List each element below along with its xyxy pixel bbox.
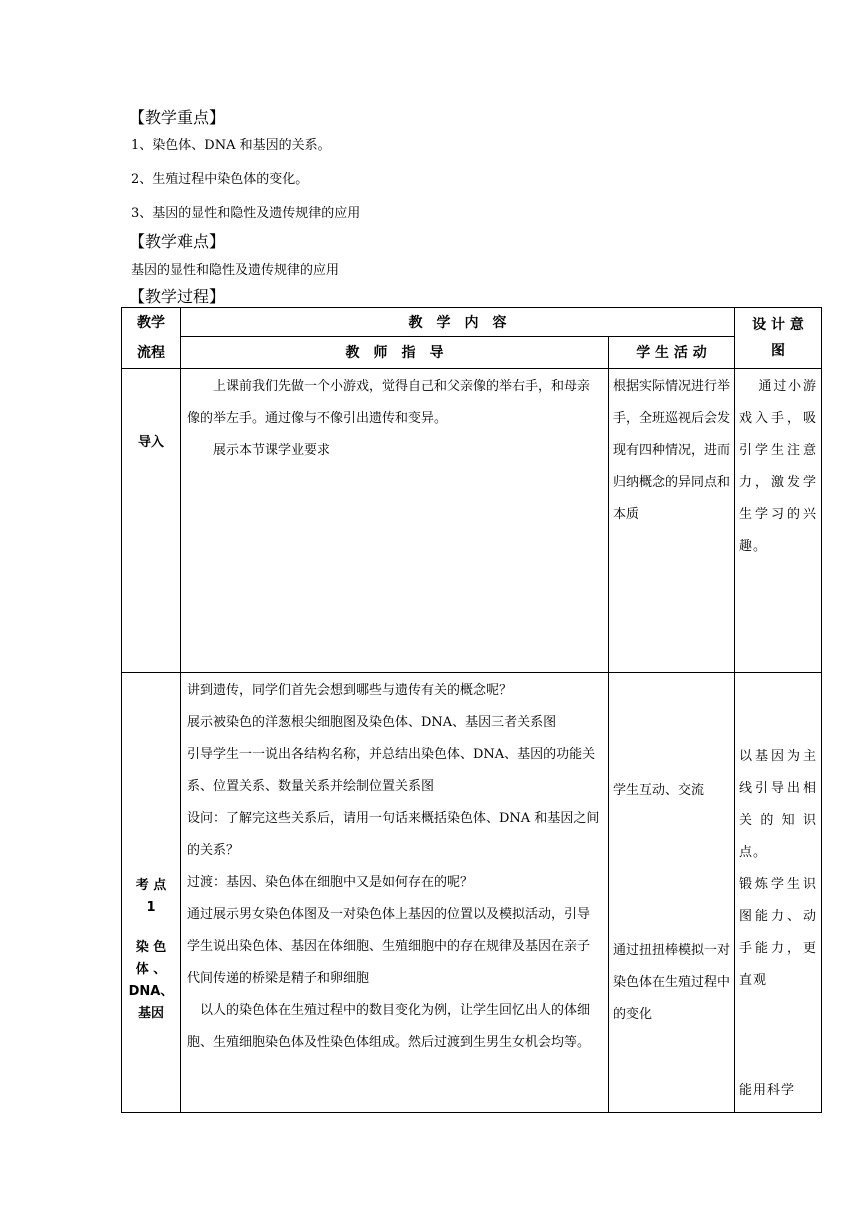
- teacher-paragraph: 展示本节课学业要求: [213, 443, 331, 458]
- stage-label: 1: [146, 900, 156, 915]
- stage-label: 体 、: [135, 962, 167, 977]
- header-flow-line: 流程: [137, 345, 165, 361]
- difficulty-text: 基因的显性和隐性及遗传规律的应用: [131, 263, 340, 278]
- student-cell: [609, 369, 735, 673]
- process-heading: 【教学过程】: [129, 287, 226, 306]
- teacher-paragraph: 讲到遗传，同学们首先会想到哪些与遗传有关的概念呢？: [187, 683, 513, 698]
- header-flow-line: 教学: [137, 315, 165, 331]
- header-design-line: 图: [771, 343, 785, 359]
- design-cell: [735, 673, 822, 1113]
- teacher-paragraph: 引导学生一一说出各结构名称，并总结出染色体、DNA、基因的功能关系、位置关系、数量关系并绘制位置关系图: [187, 747, 596, 794]
- focus-item: 3、基因的显性和隐性及遗传规律的应用: [131, 206, 361, 221]
- teacher-paragraph: 以人的染色体在生殖过程中的数目变化为例，让学生回忆出人的体细胞、生殖细胞染色体及性染色体组成。然后过渡到生男生女机会均等。: [187, 1003, 591, 1050]
- header-content: 教 学 内 容: [181, 308, 735, 337]
- header-design-line: 设 计 意: [752, 317, 804, 333]
- design-paragraph: 能用科学: [739, 1083, 796, 1098]
- teacher-cell: [181, 673, 609, 1113]
- design-paragraph: 以基因为主线引导出相关的知识点。: [739, 749, 817, 860]
- design-cell: [735, 369, 822, 673]
- stage-label: [122, 919, 180, 937]
- difficulty-heading: 【教学难点】: [129, 232, 226, 251]
- stage-label: 染 色: [135, 940, 167, 955]
- focus-item: 1、染色体、DNA 和基因的关系。: [131, 138, 331, 153]
- teacher-paragraph: 过渡：基因、染色体在细胞中又是如何存在的呢？: [187, 875, 474, 890]
- teacher-paragraph: 通过展示男女染色体图及一对染色体上基因的位置以及模拟活动，引导学生说出染色体、基因在体细胞、生殖细胞中的存在规律及基因在亲子代间传递的桥梁是精子和卵细胞: [187, 907, 591, 986]
- header-teacher: 教 师 指 导: [181, 336, 609, 368]
- stage-label: 考 点: [135, 878, 167, 893]
- header-student: 学 生 活 动: [609, 336, 735, 368]
- teacher-paragraph: 展示被染色的洋葱根尖细胞图及染色体、DNA、基因三者关系图: [187, 715, 557, 730]
- teacher-paragraph: 设问：了解完这些关系后，请用一句话来概括染色体、DNA 和基因之间的关系？: [187, 811, 600, 858]
- student-paragraph: 通过扭扭棒模拟一对染色体在生殖过程中的变化: [613, 943, 731, 1022]
- stage-label: 导入: [137, 435, 164, 450]
- lesson-plan-table: [121, 307, 822, 1113]
- design-paragraph: 锻炼学生识图能力、动手能力，更直观: [739, 877, 817, 988]
- focus-heading: 【教学重点】: [129, 108, 226, 127]
- student-paragraph: 学生互动、交流: [613, 783, 705, 798]
- student-paragraph: 根据实际情况进行举手，全班巡视后会发现有四种情况，进而归纳概念的异同点和本质: [613, 379, 731, 522]
- header-design: [735, 308, 822, 369]
- teacher-paragraph: 上课前我们先做一个小游戏，觉得自己和父亲像的举右手，和母亲像的举左手。通过像与不像引出遗传和变异。: [187, 379, 591, 426]
- stage-label: 基因: [137, 1006, 164, 1021]
- focus-item: 2、生殖过程中染色体的变化。: [131, 172, 309, 187]
- design-paragraph: 通过小游戏入手，吸引学生注意力，激发学生学习的兴趣。: [739, 379, 817, 554]
- stage-label: DNA、: [128, 984, 174, 999]
- student-cell: [609, 673, 735, 1113]
- stage-cell: [122, 369, 181, 673]
- stage-cell: [122, 673, 181, 1113]
- header-flow: [122, 308, 181, 369]
- teacher-cell: [181, 369, 609, 673]
